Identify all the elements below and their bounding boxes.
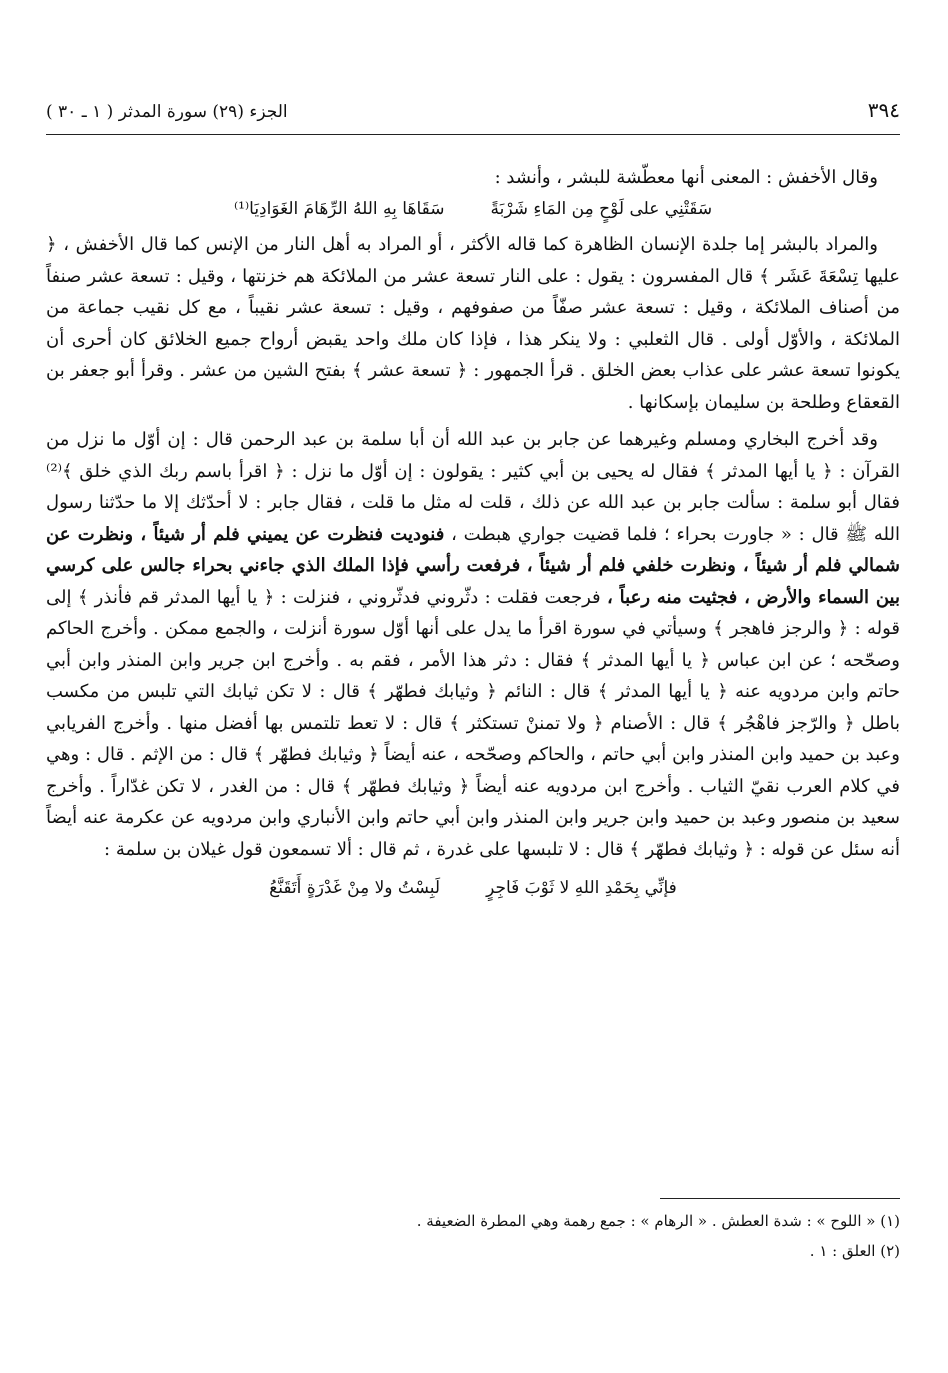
text-line: الفريابي وعبد بن حميد وابن المنذر وابن أبي حاتم ، والحاكم وصحّحه ، عنه أيضاً ﴿ وثيابك فطهّر ﴾ قال :: [46, 712, 900, 765]
verse-1: [46, 194, 900, 226]
paragraph-commentary: [46, 229, 900, 418]
text-line: ربك الذي خلق ﴾⁽²⁾ فقال أبو سلمة : سألت جابر بن عبد الله عن ذلك ، قلت له مثل ما قلت ، فقال: [46, 460, 900, 513]
page-number: ٣٩٤: [867, 98, 900, 122]
text-line: من الإثم . قال : وهي في كلام العرب نقيّ الثياب . وأخرج ابن مردويه عنه أيضاً ﴿ وثيابك فطهّر ﴾ قال :: [46, 744, 900, 797]
text-line-bold: فنوديت فنظرت عن يميني فلم أر شيئاً ، ونظرت عن شمالي فلم أر شيئاً ، ونظرت خلفي فلم أر شيئاً ،: [46, 523, 900, 576]
verse-2-first-hemistich: فإنِّي بِحَمْدِ اللهِ لا ثَوْبَ فَاجِرٍ: [486, 878, 677, 898]
verse-1-second-hemistich: سَقَاهَا بِهِ اللهُ الرِّهَامَ الغَوَادِيَا⁽¹⁾: [233, 198, 445, 219]
verse-2-second-hemistich: لَبِسْتُ ولا مِنْ غَدْرَةٍ أَتَقَنَّعُ: [269, 878, 441, 898]
text-line: وابن الأنباري وابن مردويه عن عكرمة عنه أيضاً أنه سئل عن قوله : ﴿ وثيابك فطهّر ﴾ قال : لا تلبسها: [46, 807, 900, 860]
text-line: على غدرة ، ثم قال : ألا تسمعون قول غيلان بن سلمة :: [104, 838, 512, 860]
text-line: وقد أخرج البخاري ومسلم وغيرهما عن جابر بن عبد الله أن أبا سلمة بن عبد الرحمن قال : إن أوّل ما: [111, 429, 878, 450]
body-text: [46, 162, 900, 909]
footnote-2: (٢) العلق : ١ .: [809, 1242, 900, 1260]
text-line: مردويه عنه ﴿ يا أيها المدثر ﴾ قال : النائم ﴿ وثيابك فطهّر ﴾ قال : لا تكن ثيابك التي تلبس من مكسب: [46, 681, 820, 702]
text-line: وسيأتي في سورة اقرأ ما يدل على أنها أوّل سورة أنزلت ، والجمع ممكن . وأخرج الحاكم وصحّحه ؛ عن ابن: [46, 618, 900, 671]
paragraph-intro: وقال الأخفش : المعنى أنها معطّشة للبشر ، وأنشد :: [494, 167, 878, 188]
verse-1-first-hemistich: سَقَتْنِي على لَوْحٍ مِن المَاءِ شَرْبَةً: [490, 198, 713, 219]
page-header: [46, 96, 900, 130]
text-line: جميع الخلائق كان أحرى أن يكونوا تسعة عشر على عذاب بعض الخلق . قرأ الجمهور : ﴿ تسعة عشر ﴾: [46, 328, 900, 381]
text-line: بفتح الشين من عشر . وقرأ أبو جعفر بن القعقاع وطلحة بن سليمان بإسكانها .: [46, 360, 900, 413]
text-line: باطل ﴿ والرّجز فاهْجُر ﴾ قال : الأصنام ﴿ ولا تمننْ تستكثر ﴾ قال : لا تعط تلتمس بها أفضل منها . وأخرج: [113, 712, 900, 734]
text-line: نقيب جماعة من الملائكة ، والأوّل أولى . قال الثعلبي : ولا ينكر هذا ، فإذا كان ملك واحد يقبض أرواح: [46, 297, 900, 350]
header-rule: [46, 134, 900, 135]
text-line: من الغدر ، لا تكن غدّاراً . وأخرج سعيد بن منصور وعبد بن حميد وابن جرير وابن المنذر وابن أبي حاتم: [46, 775, 900, 828]
footnote-rule: [660, 1198, 900, 1199]
text-line: عباس ﴿ يا أيها المدثر ﴾ فقال : دثر هذا الأمر ، فقم به . وأخرج ابن جرير وابن المنذر وابن أبي حاتم وابن: [46, 649, 900, 702]
text-line: والمراد بالبشر إما جلدة الإنسان الظاهرة كما قاله الأكثر ، أو المراد به أهل النار من الإنس كما قال الأخفش ،: [63, 234, 878, 255]
text-line: عشر صنفاً من أصناف الملائكة ، وقيل : تسعة عشر صفّاً من صفوفهم ، وقيل : تسعة عشر نقيباً ، مع كل: [46, 265, 900, 318]
text-line: جابر : لا أحدّثك إلا ما حدّثنا رسول الله ﷺ قال : « جاورت بحراء ؛ فلما قضيت جواري هبطت ،: [46, 492, 900, 545]
footnote-1: (١) « اللوح » : شدة العطش . « الرهام » : جمع رهمة وهي المطرة الضعيفة .: [416, 1212, 900, 1230]
paragraph-hadith: [46, 424, 900, 865]
text-line: ﴿ عليها تِسْعَةَ عَشَر ﴾ قال المفسرون : يقول : على النار تسعة عشر من الملائكة هم خزنتها ، وقيل : تسعة: [46, 234, 900, 287]
running-head: الجزء (٢٩) سورة المدثر ( ١ ـ ٣٠ ): [46, 102, 288, 122]
footnotes: [46, 1206, 900, 1266]
text-line: فرجعت فقلت : دثّروني فدثّروني ، فنزلت : ﴿ يا أيها المدثر قم فأنذر ﴾ إلى قوله : ﴿ والرجز فاهجر ﴾: [46, 586, 900, 639]
text-line-bold: فرفعت رأسي فإذا الملك الذي جاءني بحراء جالس على كرسي بين السماء والأرض ، فجثيت منه رعباً ،: [46, 555, 900, 608]
text-line: نزل من القرآن : ﴿ يا أيها المدثر ﴾ فقال له يحيى بن أبي كثير : يقولون : إن أوّل ما نزل : ﴿ اقرأ باسم: [46, 429, 901, 482]
verse-2: [46, 873, 900, 905]
